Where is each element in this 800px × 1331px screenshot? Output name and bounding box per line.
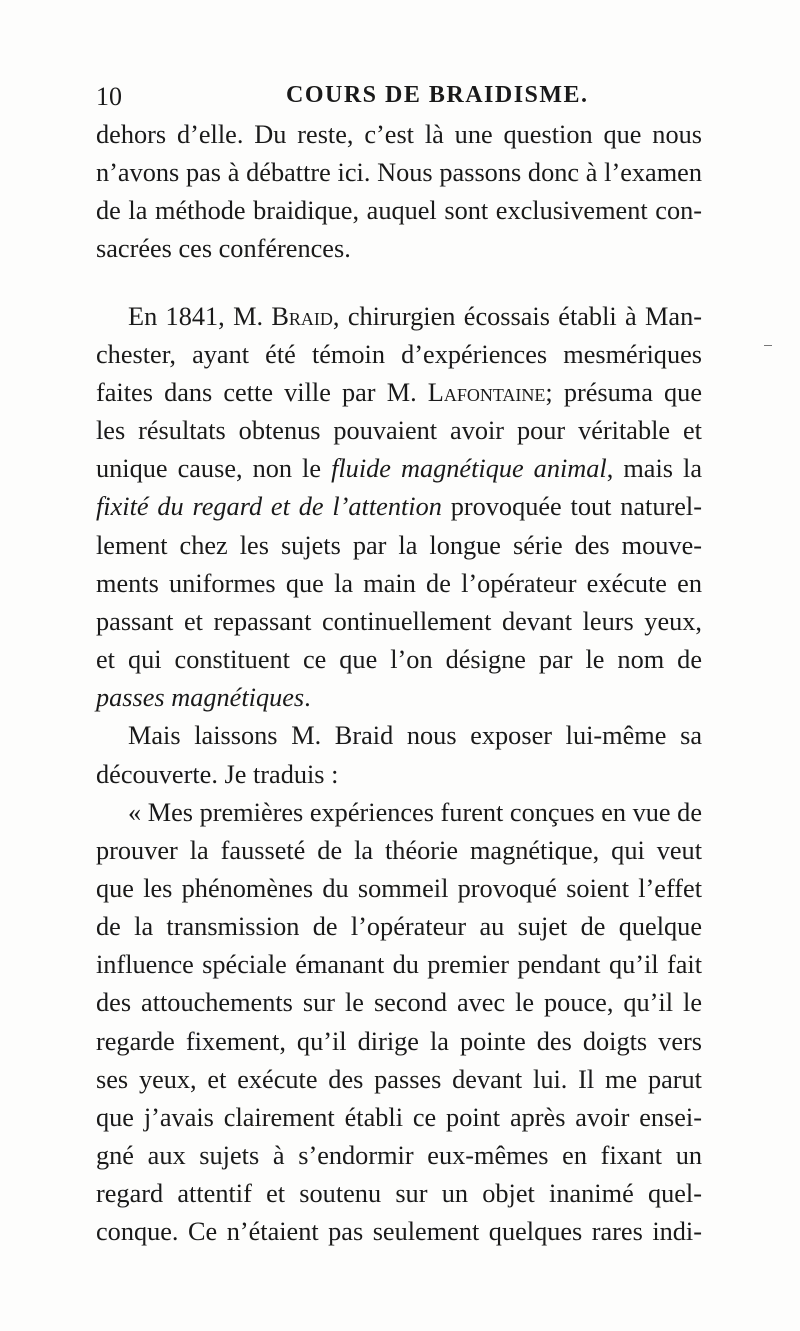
text-line: regard attentif et soutenu sur un objet inanimé quel-	[96, 1179, 702, 1209]
body-text	[96, 116, 702, 1252]
text-line: ments uniformes que la main de l’opérateur exécute en	[96, 568, 702, 598]
text-line: lement chez les sujets par la longue série des mouve-	[96, 530, 702, 560]
text-line: que les phénomènes du sommeil provoqué soient l’effet	[96, 873, 702, 903]
running-title: COURS DE BRAIDISME.	[286, 82, 589, 108]
text-line: n’avons pas à débattre ici. Nous passons donc à l’examen	[96, 158, 702, 188]
text-line: influence spéciale émanant du premier pendant qu’il fait	[96, 950, 702, 980]
italic-phrase: passes magnétiques	[96, 683, 305, 713]
text-line: dehors d’elle. Du reste, c’est là une question que nous	[96, 120, 702, 149]
text-line: les résultats obtenus pouvaient avoir pour véritable et	[96, 416, 702, 446]
text-line: que j’avais clairement établi ce point après avoir ensei-	[96, 1102, 702, 1132]
italic-phrase: fluide magnétique animal	[331, 454, 607, 484]
italic-phrase: fixité du regard et de l’attention	[96, 492, 442, 522]
text-line: « Mes premières expériences furent conçues en vue de	[128, 797, 702, 827]
text-line: En 1841, M. Braid, chirurgien écossais établi à Man-	[128, 301, 703, 331]
text-line: de la transmission de l’opérateur au sujet de quelque	[96, 912, 702, 942]
paragraph-4	[96, 794, 702, 1252]
margin-mark	[764, 345, 772, 346]
text-line: gné aux sujets à s’endormir eux-mêmes en fixant un	[96, 1141, 702, 1171]
text-line: faites dans cette ville par M. Lafontaine; présuma que	[96, 377, 702, 407]
text-line: Mais laissons M. Braid nous exposer lui-même sa	[128, 721, 702, 751]
text-line: de la méthode braidique, auquel sont exclusivement con-	[96, 196, 702, 226]
text-line: sacrées ces conférences.	[96, 234, 351, 264]
text-line: regarde fixement, qu’il dirige la pointe des doigts vers	[96, 1026, 702, 1056]
paragraph-3	[96, 717, 702, 793]
paragraph-1	[96, 116, 702, 269]
text-line: prouver la fausseté de la théorie magnétique, qui veut	[96, 835, 702, 865]
text-line: passes magnétiques.	[96, 683, 311, 713]
text-line: chester, ayant été témoin d’expériences mesmériques	[96, 339, 702, 369]
text-line: unique cause, non le fluide magnétique animal, mais la	[96, 454, 702, 484]
text-line: ses yeux, et exécute des passes devant lui. Il me parut	[96, 1064, 702, 1094]
text-line: des attouchements sur le second avec le pouce, qu’il le	[96, 988, 702, 1018]
author-name-braid: Braid	[271, 301, 333, 331]
paragraph-2	[96, 298, 702, 718]
text-line: conque. Ce n’étaient pas seulement quelques rares indi-	[96, 1217, 702, 1247]
page-number: 10	[96, 82, 122, 111]
text-line: passant et repassant continuellement devant leurs yeux,	[96, 606, 702, 636]
page-header	[96, 82, 716, 116]
text-line: et qui constituent ce que l’on désigne par le nom de	[96, 645, 702, 675]
text-line: découverte. Je traduis :	[96, 759, 339, 789]
author-name-lafontaine: Lafontaine	[427, 377, 546, 407]
text-line: fixité du regard et de l’attention provoquée tout naturel-	[96, 492, 702, 522]
